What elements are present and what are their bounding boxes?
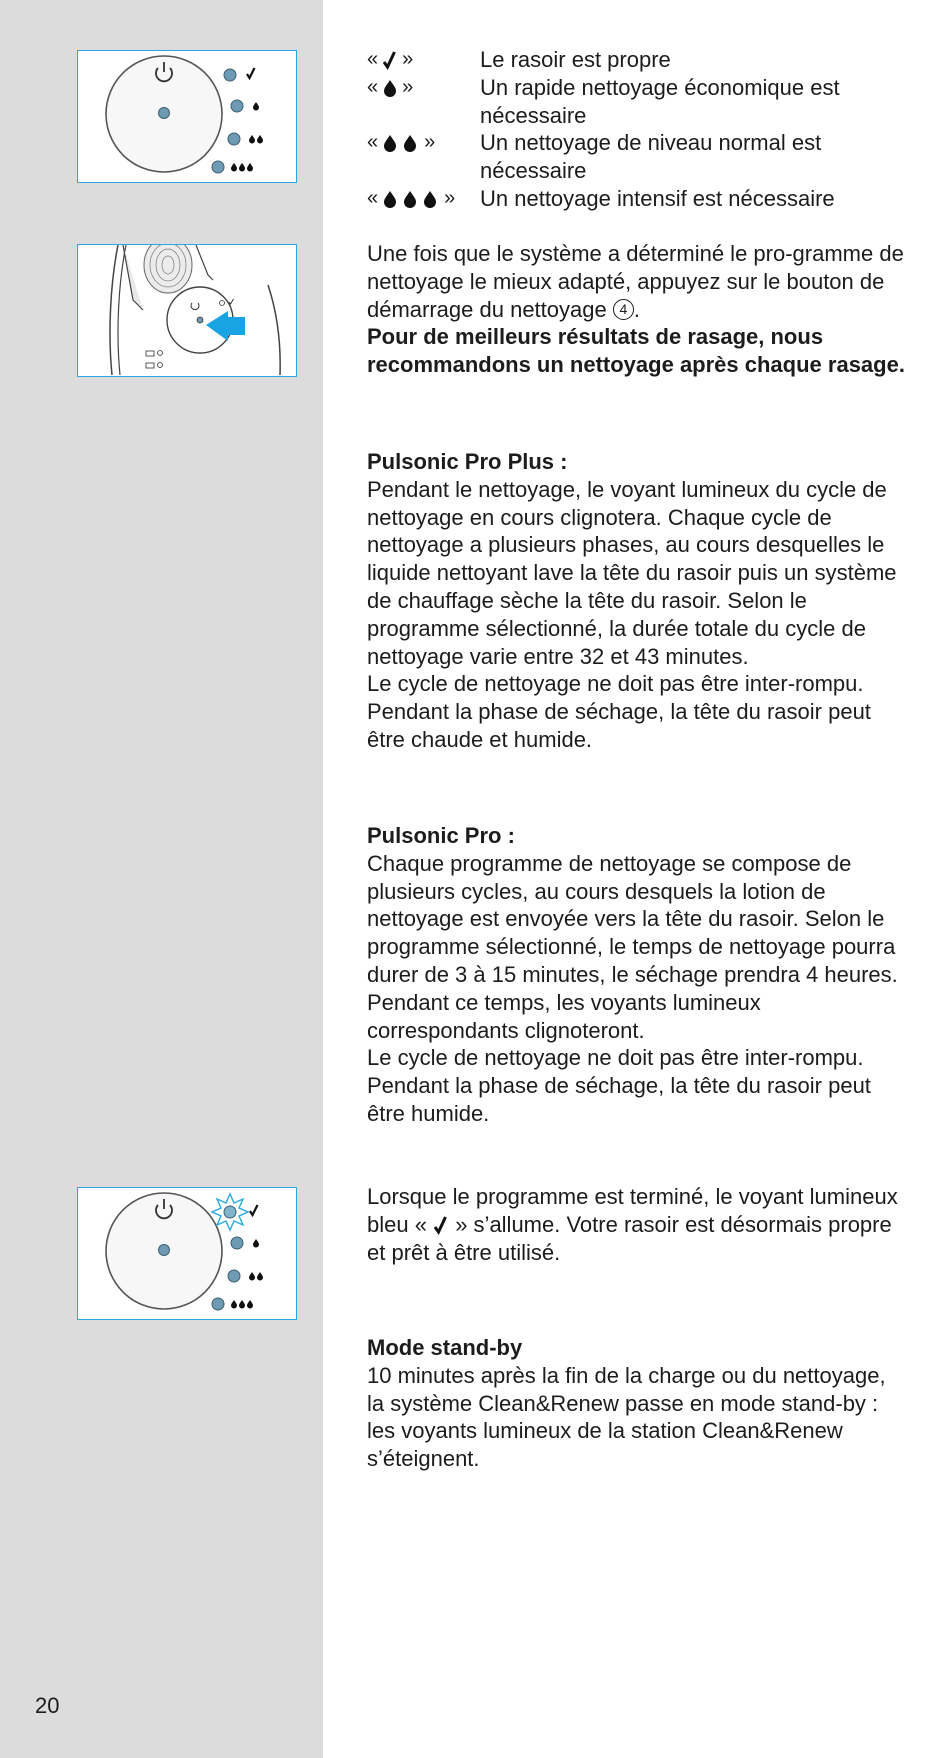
legend-text: Un rapide nettoyage économique est nécessaire: [480, 74, 840, 128]
section-pro-plus: [367, 448, 907, 754]
led-3-drops: [212, 161, 224, 173]
recommendation-text: Pour de meilleurs résultats de rasage, nous recommandons un nettoyage après chaque rasage.: [367, 324, 905, 378]
drops-3-icon: [231, 163, 253, 172]
section-heading: Mode stand-by: [367, 1335, 523, 1360]
led-clean: [224, 69, 236, 81]
legend-text: Le rasoir est propre: [480, 47, 671, 72]
section-paragraph: Chaque programme de nettoyage se compose de plusieurs cycles, au cours desquels la lotion de nettoyage est envoyée vers la tête du rasoir. Selon le programme sélectionné, le temps de nettoyage pourra durer de 3 à 15 minutes, le séchage prendra 4 heures. Pendant ce temps, les voyants lumineux correspondants clignoteront.: [367, 850, 898, 1043]
section-paragraph: Pendant le nettoyage, le voyant lumineux du cycle de nettoyage en cours clignotera. Chaque cycle de nettoyage a plusieurs phases, au cours desquelles le liquide nettoyant lave la tête du rasoir puis un système de chauffage sèche la tête du rasoir. Selon le programme sélectionné, la durée totale du cycle de nettoyage varie entre 32 et 43 minutes.: [367, 476, 897, 669]
section-paragraph: Le cycle de nettoyage ne doit pas être inter-rompu. Pendant la phase de séchage, la tête du rasoir peut être chaude et humide.: [367, 671, 871, 752]
program-finished: [367, 1183, 907, 1266]
legend-row-3-drops: « » Un nettoyage intensif est nécessaire: [367, 185, 907, 213]
led-legend: [367, 46, 907, 213]
legend-text: Un nettoyage intensif est nécessaire: [480, 185, 835, 211]
legend-row-2-drops: « » Un nettoyage de niveau normal est nécessaire: [367, 129, 907, 185]
drops-3-icon: [381, 189, 441, 209]
finished-text: Lorsque le programme est terminé, le voyant lumineux bleu « » s’allume. Votre rasoir est désormais propre et prêt à être utilisé.: [367, 1184, 898, 1265]
legend-row-clean: « » Le rasoir est propre: [367, 46, 907, 74]
drops-3-icon: [231, 1300, 253, 1309]
page-number: 20: [35, 1693, 60, 1718]
led-1-drop: [231, 100, 243, 112]
section-paragraph: 10 minutes après la fin de la charge ou du nettoyage, la système Clean&Renew passe en mode stand-by : les voyants lumineux de la station Clean&Renew s’éteignent.: [367, 1362, 886, 1472]
start-text: Une fois que le système a déterminé le pro-gramme de nettoyage le mieux adapté, appuyez sur le bouton de démarrage du nettoyage 4 .: [367, 241, 904, 322]
check-icon: [247, 68, 255, 78]
drop-icon: [253, 1239, 259, 1248]
ref-number: 4: [613, 299, 634, 320]
check-icon: [433, 1215, 449, 1235]
drops-2-icon: [381, 133, 421, 153]
led-clean-lit: [224, 1206, 236, 1218]
drop-icon: [381, 78, 399, 98]
figure-station-start-button: [77, 244, 297, 377]
start-instruction: [367, 240, 907, 379]
figure-clean-led-lit: [77, 1187, 297, 1320]
section-pro: [367, 822, 907, 1128]
section-standby: [367, 1334, 907, 1473]
start-button-led: [159, 108, 170, 119]
section-heading: Pulsonic Pro Plus :: [367, 449, 568, 474]
legend-text: Un nettoyage de niveau normal est nécessaire: [480, 130, 822, 184]
check-icon: [250, 1205, 258, 1215]
legend-row-1-drop: « » Un rapide nettoyage économique est nécessaire: [367, 74, 907, 130]
figure-control-panel: [77, 50, 297, 183]
section-paragraph: Le cycle de nettoyage ne doit pas être inter-rompu. Pendant la phase de séchage, la tête du rasoir peut être humide.: [367, 1045, 871, 1126]
drops-2-icon: [249, 135, 263, 144]
section-heading: Pulsonic Pro :: [367, 823, 515, 848]
drops-2-icon: [249, 1272, 263, 1281]
check-icon: [381, 50, 399, 70]
drop-icon: [253, 102, 259, 111]
led-2-drops: [228, 133, 240, 145]
